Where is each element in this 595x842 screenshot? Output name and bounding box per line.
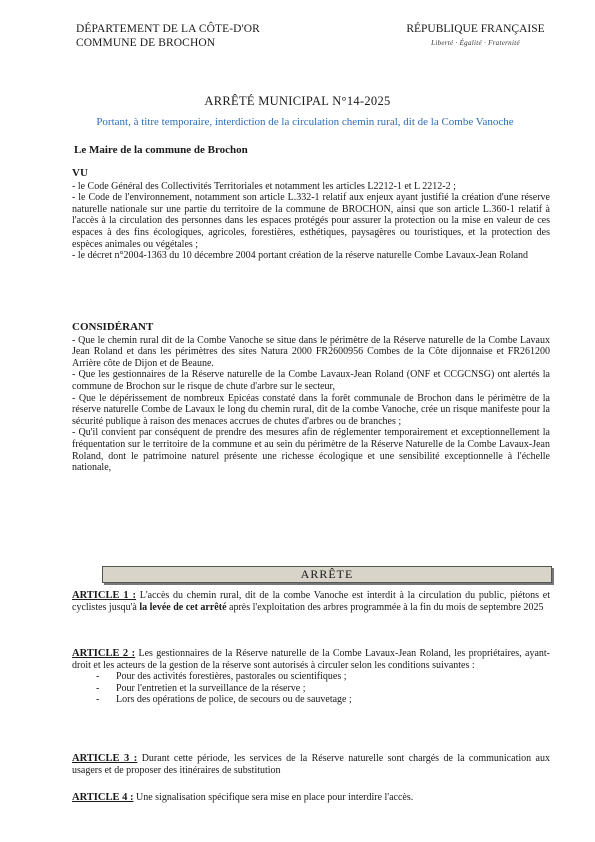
article-3 — [72, 753, 550, 776]
article-4-text: Une signalisation spécifique sera mise en place pour interdire l'accès. — [133, 792, 414, 803]
header-right — [388, 22, 563, 50]
considerant-heading: CONSIDÉRANT — [72, 321, 154, 333]
article-3-label: ARTICLE 3 : — [72, 753, 138, 764]
document-subtitle: Portant, à titre temporaire, interdiction de la circulation chemin rural, dit de la Combe Vanoche — [96, 116, 514, 128]
considerant-item: - Que le chemin rural dit de la Combe Vanoche se situe dans le périmètre de la Réserve naturelle de la Combe Lavaux Jean Roland et dans les périmètres des sites Natura 2000 FR2600956 Combes de la Côte dijonnaise et FR261200 Arrière côte de Dijon et de Beaune. — [72, 334, 550, 369]
article-2-label: ARTICLE 2 : — [72, 648, 136, 659]
considerant-section — [72, 322, 550, 474]
department-name: DÉPARTEMENT DE LA CÔTE-D'OR — [76, 23, 260, 35]
document-title: ARRÊTÉ MUNICIPAL N°14-2025 — [204, 94, 391, 108]
article-1-bold-text: la levée de cet arrêté — [139, 601, 227, 613]
vu-item: - le Code Général des Collectivités Territoriales et notamment les articles L2212-1 et L 2212-2 ; — [72, 180, 456, 192]
vu-heading: VU — [72, 167, 88, 179]
condition-item: - Pour l'entretien et la surveillance de la réserve ; — [102, 683, 550, 695]
vu-item: - le décret n°2004-1363 du 10 décembre 2004 portant création de la réserve naturelle Combe Lavaux-Jean Roland — [72, 250, 529, 262]
article-4-label: ARTICLE 4 : — [72, 792, 134, 803]
header-left — [76, 22, 260, 50]
commune-name: COMMUNE DE BROCHON — [76, 37, 216, 49]
considerant-item: - Que le dépérissement de nombreux Epicéas constaté dans la forêt communale de Brochon dans le périmètre de la réserve naturelle Combe de Lavaux le long du chemin rural, dit de la combe Vanoche, crée un risque manifeste pour la sécurité publique à raison des menaces accrues de chutes d'arbres ou de branches ; — [72, 392, 550, 427]
article-1-text: L'accès du chemin rural, dit de la combe Vanoche est interdit à la circulation du public, piétons et cyclistes jusqu'à — [72, 590, 550, 613]
article-1-label: ARTICLE 1 : — [72, 590, 136, 601]
condition-item: - Lors des opérations de police, de secours ou de sauvetage ; — [102, 694, 550, 706]
republic-motto: Liberté · Égalité · Fraternité — [431, 39, 520, 47]
mayor-line: Le Maire de la commune de Brochon — [74, 144, 248, 156]
article-2-conditions — [72, 671, 550, 706]
article-1 — [72, 590, 550, 613]
article-3-text: Durant cette période, les services de la Réserve naturelle sont chargés de la communication aux usagers et de proposer des itinéraires de substitution — [72, 753, 550, 776]
article-2 — [72, 648, 550, 706]
article-2-text: Les gestionnaires de la Réserve naturelle de la Combe Lavaux-Jean Roland, les propriétaires, ayant-droit et les acteurs de la gestion de la réserve sont autorisés à circuler selon les conditions suivantes : — [72, 648, 550, 671]
arrete-heading: ARRÊTE — [102, 566, 552, 583]
considerant-item: - Que les gestionnaires de la Réserve naturelle de la Combe Lavaux-Jean Roland (ONF et CCGCNSG) ont alertés la commune de Brochon sur le risque de chute d'arbre sur le secteur, — [72, 369, 550, 392]
article-4 — [72, 792, 550, 804]
vu-section — [72, 168, 550, 262]
considerant-item: - Qu'il convient par conséquent de prendre des mesures afin de réglementer temporairement et exceptionnellement la fréquentation sur le territoire de la commune et au sein du périmètre de la Réserve Naturelle de la Combe Lavaux-Jean Roland, dont le patrimoine naturel présente une richesse écologique et une sensibilité exceptionnelle à l'échelle nationale, — [72, 427, 550, 474]
republic-title: RÉPUBLIQUE FRANÇAISE — [406, 23, 545, 35]
vu-item: - le Code de l'environnement, notamment son article L.332-1 relatif aux enjeux ayant justifié la création d'une réserve naturelle nationale sur une partie du territoire de la commune de BROCHON, ainsi que son article L.360-1 relatif à l'accès à la circulation des personnes dans les espaces protégés pour assurer la protection ou la mise en valeur de ces espaces à des fins écologiques, agricoles, forestières, esthétiques, paysagères ou touristiques, et la protection des espèces animales ou végétales ; — [72, 192, 550, 250]
condition-item: - Pour des activités forestières, pastorales ou scientifiques ; — [102, 671, 550, 683]
article-1-text-end: après l'exploitation des arbres programmée à la fin du mois de septembre 2025 — [226, 601, 544, 613]
